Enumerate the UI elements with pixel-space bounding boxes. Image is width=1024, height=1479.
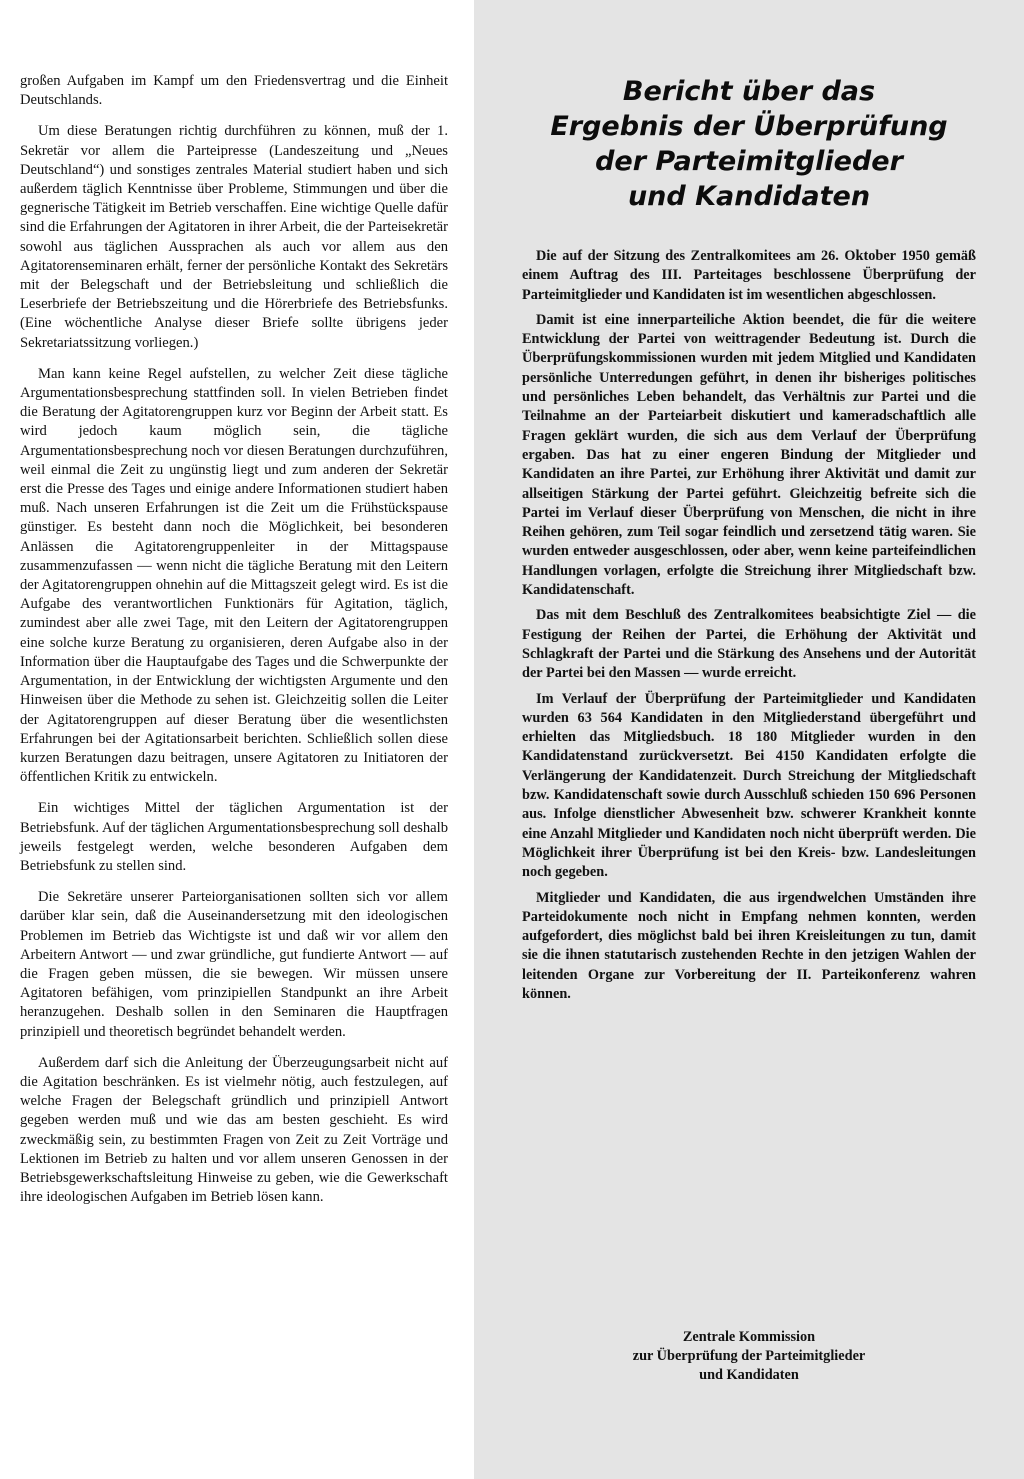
signature-line-1: Zentrale Kommission	[682, 1329, 816, 1345]
report-headline	[474, 74, 1024, 214]
headline-line-2: Ergebnis der Überprüfung	[550, 111, 948, 142]
left-paragraph-4: Ein wichtiges Mittel der täglichen Argumentation ist der Betriebsfunk. Auf der täglichen Argumentationsbesprechung soll deshalb jeweils festgelegt werden, welche besonderen Aufgaben dem Betriebsfunk zu stellen sind.	[20, 800, 448, 874]
report-signature	[522, 1328, 976, 1385]
report-body	[522, 247, 976, 1010]
left-article-column	[20, 72, 448, 1219]
report-paragraph-5: Mitglieder und Kandidaten, die aus irgendwelchen Umständen ihre Parteidokumente noch nicht in Empfang nehmen konnten, werden aufgefordert, dies möglichst bald bei ihren Kreisleitungen zu tun, damit sie die ihnen statutarisch zustehenden Rechte in den jetzigen Wahlen der leitenden Organe zur Vorbereitung der II. Parteikonferenz wahren können.	[522, 889, 976, 1002]
headline-line-4: und Kandidaten	[627, 181, 871, 212]
left-paragraph-2: Um diese Beratungen richtig durchführen zu können, muß der 1. Sekretär vor allem die Parteipresse (Landeszeitung und „Neues Deutschland“) und sonstiges zentrales Material studiert haben und sich außerdem täglich Kenntnisse über Probleme, Stimmungen und über die gegnerische Tätigkeit im Betrieb verschaffen. Eine wichtige Quelle dafür sind die Erfahrungen der Agitatoren in ihrer Arbeit, die der Parteisekretär sowohl aus täglichen Aussprachen als auch vor allem aus den Agitatorenseminaren erhält, ferner der persönliche Kontakt des Sekretärs mit der Belegschaft und der Betriebsleitung und schließlich die Leserbriefe der Betriebszeitung und die Hörerbriefe des Betriebsfunks. (Eine wöchentliche Analyse dieser Briefe sollte übrigens jeder Sekretariatssitzung vorliegen.)	[20, 123, 448, 351]
report-panel	[474, 0, 1024, 1479]
signature-line-2: zur Überprüfung der Parteimitglieder	[632, 1348, 866, 1364]
left-paragraph-1: großen Aufgaben im Kampf um den Friedensvertrag und die Einheit Deutschlands.	[20, 73, 448, 109]
left-paragraph-3: Man kann keine Regel aufstellen, zu welcher Zeit diese tägliche Argumentationsbesprechung stattfinden soll. In vielen Betrieben findet die Beratung der Agitatorengruppen kurz vor Beginn der Arbeit statt. Es wird jedoch kaum möglich sein, die tägliche Argumentationsbesprechung noch vor diesen Beratungen durchzuführen, weil einmal die Zeit zu ungünstig liegt und zum anderen der Sekretär erst die Presse des Tages und einige andere Informationen studiert haben muß. Nach unseren Erfahrungen ist die Zeit um die Frühstückspause günstiger. Es besteht dann noch die Möglichkeit, bei besonderen Anlässen die Agitatorengruppenleiter in der Mittagspause zusammenzufassen — wenn nicht die tägliche Beratung mit den Leitern der Agitatorengruppen ohnehin auf die Mittagszeit gelegt wird. Es ist die Aufgabe des verantwortlichen Funktionärs für Agitation, täglich, zumindest aber alle zwei Tage, mit den Leitern der Agitatorengruppen eine solche kurze Beratung zu organisieren, deren Aufgabe also in der Information über die Hauptaufgabe des Tages und die Schwerpunkte der Argumentation, in der Entwicklung der wichtigsten Argumente und den Hinweisen über die Methode zu sehen ist. Gleichzeitig sollen die Leiter der Agitatorengruppen auf dieser Beratung über die wesentlichsten Erfahrungen bei der Agitationsarbeit berichten. Schließlich sollen diese kurzen Beratungen dazu beitragen, unsere Agitatoren zu Initiatoren der öffentlichen Kritik zu entwickeln.	[20, 365, 448, 786]
report-paragraph-3: Das mit dem Beschluß des Zentralkomitees beabsichtigte Ziel — die Festigung der Reihen der Partei, die Erhöhung der Aktivität und Schlagkraft der Partei und die Stärkung des Ansehens und der Autorität der Partei bei den Massen — wurde erreicht.	[522, 607, 976, 682]
report-paragraph-2: Damit ist eine innerparteiliche Aktion beendet, die für die weitere Entwicklung der Partei von weittragender Bedeutung ist. Durch die Überprüfungskommissionen wurden mit jedem Mitglied und Kandidaten persönliche Unterredungen geführt, in denen ihr bisheriges politisches und persönliches Leben behandelt, das Verhältnis zur Partei und die Teilnahme an der Parteiarbeit diskutiert und kameradschaftlich alle Fragen geklärt wurden, die sich aus dem Verlauf der Überprüfung ergaben. Das hat zu einer engeren Bindung der Mitglieder und Kandidaten an ihre Partei, zur Erhöhung ihrer Aktivität und damit zur allseitigen Stärkung der Partei geführt. Gleichzeitig befreite sich die Partei im Verlauf dieser Überprüfung von Menschen, die nicht in ihre Reihen gehören, zum Teil sogar feindlich und zersetzend tätig waren. Sie wurden entweder ausgeschlossen, oder aber, wenn keine parteifeindlichen Handlungen vorlagen, erfolgte die Streichung ihrer Mitgliedschaft bzw. Kandidatenschaft.	[522, 311, 976, 599]
headline-line-1: Bericht über das	[622, 76, 876, 107]
left-paragraph-6: Außerdem darf sich die Anleitung der Überzeugungsarbeit nicht auf die Agitation beschränken. Es ist vielmehr nötig, auch festzulegen, auf welche Fragen der Belegschaft gründlich und prinzipiell Antwort gegeben werden muß und wie das am besten geschieht. Es wird zweckmäßig sein, zu bestimmten Fragen von Zeit zu Zeit Vorträge und Lektionen im Betrieb zu halten und vor allem unseren Genossen in der Betriebsgewerkschaftsleitung Hinweise zu geben, wie die Gewerkschaft ihre ideologischen Aufgaben im Betrieb lösen kann.	[20, 1054, 448, 1206]
left-paragraph-5: Die Sekretäre unserer Parteiorganisationen sollten sich vor allem darüber klar sein, daß die Auseinandersetzung mit den ideologischen Problemen im Betrieb das Wichtigste ist und daß wir vor allem den Arbeitern Antwort — und zwar gründliche, gut fundierte Antwort — auf die Fragen geben müssen, die sie bewegen. Wir müssen unsere Agitatoren befähigen, vom prinzipiellen Standpunkt an ihre Arbeit heranzugehen. Deshalb sollen in den Seminaren die Hauptfragen prinzipiell und theoretisch begründet behandelt werden.	[20, 889, 448, 1040]
report-paragraph-1: Die auf der Sitzung des Zentralkomitees am 26. Oktober 1950 gemäß einem Auftrag des III. Parteitages beschlossene Überprüfung der Parteimitglieder und Kandidaten ist im wesentlichen abgeschlossen.	[522, 248, 976, 303]
signature-line-3: und Kandidaten	[699, 1367, 799, 1383]
report-paragraph-4: Im Verlauf der Überprüfung der Parteimitglieder und Kandidaten wurden 63 564 Kandidaten in den Mitgliederstand übergeführt und erhielten das Mitgliedsbuch. 18 180 Mitglieder wurden in den Kandidatenstand zurückversetzt. Bei 4150 Kandidaten erfolgte die Verlängerung der Kandidatenzeit. Durch Streichung der Mitgliedschaft bzw. Kandidatenschaft sowie durch Ausschluß schieden 150 696 Personen aus. Infolge dienstlicher Abwesenheit bzw. schwerer Krankheit konnte eine Anzahl Mitglieder und Kandidaten noch nicht überprüft werden. Die Möglichkeit ihrer Überprüfung ist bei den Kreis- bzw. Landesleitungen noch gegeben.	[522, 690, 976, 881]
headline-line-3: der Parteimitglieder	[595, 146, 903, 177]
